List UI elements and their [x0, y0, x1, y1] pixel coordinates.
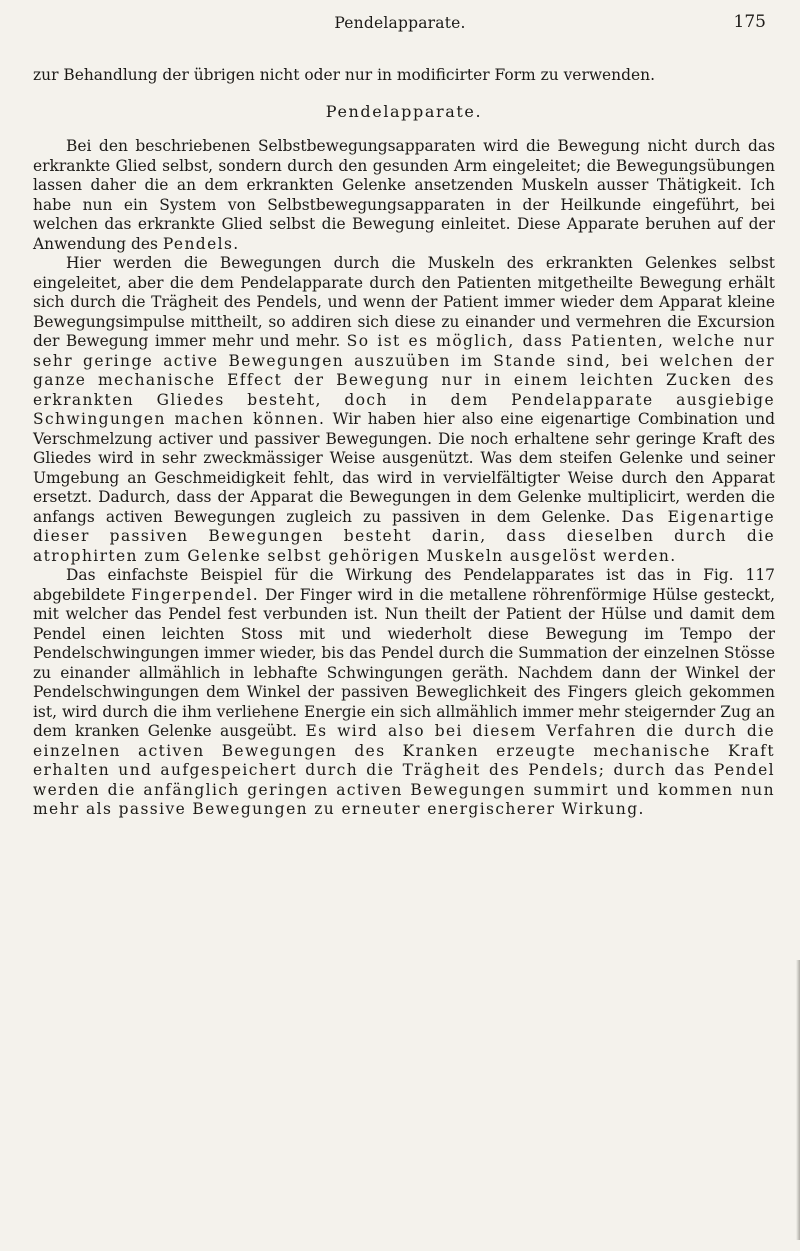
section-heading: Pendelapparate.: [325, 101, 483, 121]
fingerpendel-term: Fingerpendel.: [131, 585, 260, 604]
page-number: 175: [733, 12, 766, 32]
paragraph-1: [33, 137, 775, 254]
paragraph-3: [33, 566, 775, 820]
paragraph-3-emphasis-c: Es wird also bei diesem Verfahren die durch die einzelnen activen Bewegungen des Kranken erzeugte mechanische Kraft erhalten und aufgespeichert durch die Trägheit des Pendels; durch das Pendel werden die anfänglich geringen activen Bewegungen summirt und kommen nun mehr als passive Bewegungen zu erneuter energischerer Wirkung.: [33, 722, 775, 818]
paragraph-3-text-b: Der Finger wird in die metallene röhrenförmige Hülse gesteckt, mit welcher das Pendel fest verbunden ist. Nun theilt der Patient der Hülse und damit dem Pendel einen leichten Stoss mit und wiederholt diese Bewegung im Tempo der Pendelschwingungen immer wieder, bis das Pendel durch die Summation der einzelnen Stösse zu einander allmählich in lebhafte Schwingungen geräth. Nachdem dann der Winkel der Pendelschwingungen dem Winkel der passiven Beweglichkeit des Fingers gleich gekommen ist, wird durch die ihm verliehene Energie ein sich allmählich immer mehr steigernder Zug an dem kranken Gelenke ausgeübt.: [33, 585, 775, 740]
paragraph-1-text: Bei den beschriebenen Selbstbewegungsapparaten wird die Bewegung nicht durch das erkrankte Glied selbst, sondern durch den gesunden Arm eingeleitet; die Bewegungsübungen lassen daher die an dem erkrankten Gelenke ansetzenden Muskeln ausser Thätigkeit. Ich habe nun ein System von Selbstbewegungsapparaten in der Heilkunde eingeführt, bei welchen das erkrankte Glied selbst die Bewegung einleitet. Diese Apparate beruhen auf der Anwendung des: [33, 137, 775, 253]
body-text: [33, 66, 775, 820]
running-head: [0, 10, 800, 36]
page-edge-shadow: [796, 960, 800, 1240]
paragraph-2-text-c: Wir haben hier also eine eigenartige Combination und Verschmelzung activer und passiver Bewegungen. Die noch erhaltene sehr geringe Kraft des Gliedes wird in sehr zweckmässiger Weise ausgenützt. Was dem steifen Gelenke und seiner Umgebung an Geschmeidigkeit fehlt, das wird in vervielfältigter Weise durch den Apparat ersetzt. Dadurch, dass der Apparat die Bewegungen in dem Gelenke multiplicirt, werden die anfangs activen Bewegungen zugleich zu passiven in dem Gelenke.: [33, 410, 775, 526]
paragraph-2-text-a: Hier werden die Bewegungen durch die Muskeln des erkrankten Gelenkes selbst eingeleitet, aber die dem Pendelapparate durch den Patienten mitgetheilte Bewegung erhält sich durch die Trägheit des Pendels, und wenn der Patient immer wieder dem Apparat kleine Bewegungsimpulse mittheilt, so addiren sich diese zu einander und vermehren die Excursion der Bewegung immer mehr und mehr.: [33, 254, 775, 350]
intro-paragraph: zur Behandlung der übrigen nicht oder nur in modificirter Form zu verwenden.: [33, 66, 655, 84]
pendel-term: Pendels.: [162, 234, 240, 253]
paragraph-2-emphasis-a: So ist es möglich, dass Patienten, welche nur sehr geringe active Bewegungen auszuüben im Stande sind, bei welchen der ganze mechanische Effect der Bewegung nur in einem leichten Zucken des erkrankten Gliedes besteht, doch in dem Pendelapparate ausgiebige Schwingungen machen können.: [33, 332, 775, 428]
running-title: Pendelapparate.: [334, 14, 466, 32]
paragraph-2: [33, 254, 775, 566]
paragraph-3-text-a: Das einfachste Beispiel für die Wirkung des Pendelapparates ist das in Fig. 117 abgebildete: [33, 566, 775, 604]
paragraph-2-emphasis-d: Das Eigenartige dieser passiven Bewegungen besteht darin, dass dieselben durch die atrophirten zum Gelenke selbst gehörigen Muskeln ausgelöst werden.: [33, 507, 775, 565]
